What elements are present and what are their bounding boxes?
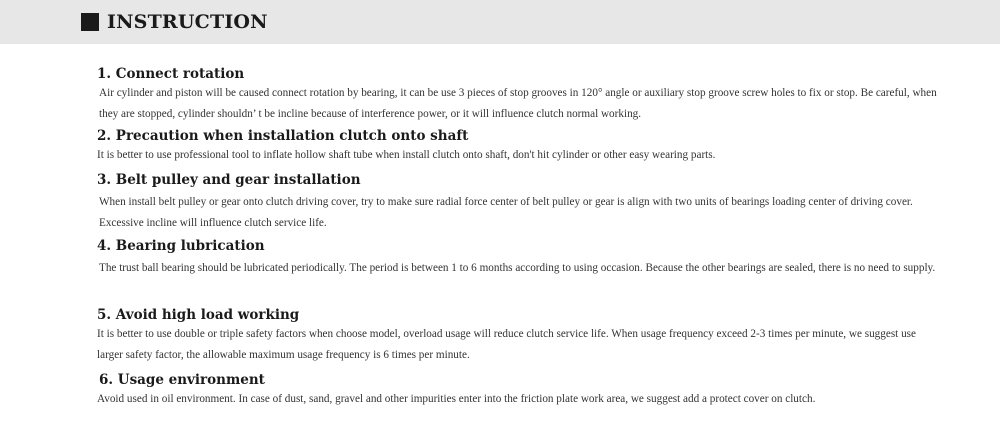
header-square-icon (81, 13, 99, 31)
section-body: Air cylinder and piston will be caused connect rotation by bearing, it can be use 3 pieces of stop grooves in 120° angle or auxiliary stop groove screw holes to fix or stop. Be careful, when they are stopped, cylinder shouldn’ t be incline because of interference power, or it will influence clutch normal working. (99, 87, 937, 120)
section-usage-environment (97, 372, 937, 410)
section-bearing-lubrication (97, 238, 937, 279)
section-body: When install belt pulley or gear onto clutch driving cover, try to make sure radial force center of belt pulley or gear is align with two units of bearings loading center of driving cover. Excessive incline will influence clutch service life. (99, 196, 913, 229)
section-title: 6. Usage environment (99, 372, 265, 388)
section-title: 2. Precaution when installation clutch onto shaft (97, 128, 469, 144)
section-title: 5. Avoid high load working (97, 307, 300, 323)
section-title: 4. Bearing lubrication (97, 238, 265, 254)
section-belt-pulley-gear (97, 172, 937, 234)
section-body: It is better to use double or triple safety factors when choose model, overload usage will reduce clutch service life. When usage frequency exceed 2-3 times per minute, we suggest use larger safety factor, the allowable maximum usage frequency is 6 times per minute. (97, 328, 916, 361)
section-precaution-installation (97, 128, 937, 166)
section-avoid-high-load (97, 307, 937, 366)
header-bar (0, 0, 1000, 44)
section-body: Avoid used in oil environment. In case of dust, sand, gravel and other impurities enter into the friction plate work area, we suggest add a protect cover on clutch. (97, 393, 816, 405)
section-title: 3. Belt pulley and gear installation (97, 172, 361, 188)
section-body: The trust ball bearing should be lubricated periodically. The period is between 1 to 6 months according to using occasion. Because the other bearings are sealed, there is no need to supply. (99, 262, 936, 274)
section-title: 1. Connect rotation (97, 66, 245, 82)
section-body: It is better to use professional tool to inflate hollow shaft tube when install clutch onto shaft, don't hit cylinder or other easy wearing parts. (97, 149, 716, 161)
page-title: INSTRUCTION (107, 11, 268, 33)
section-connect-rotation (97, 66, 937, 125)
